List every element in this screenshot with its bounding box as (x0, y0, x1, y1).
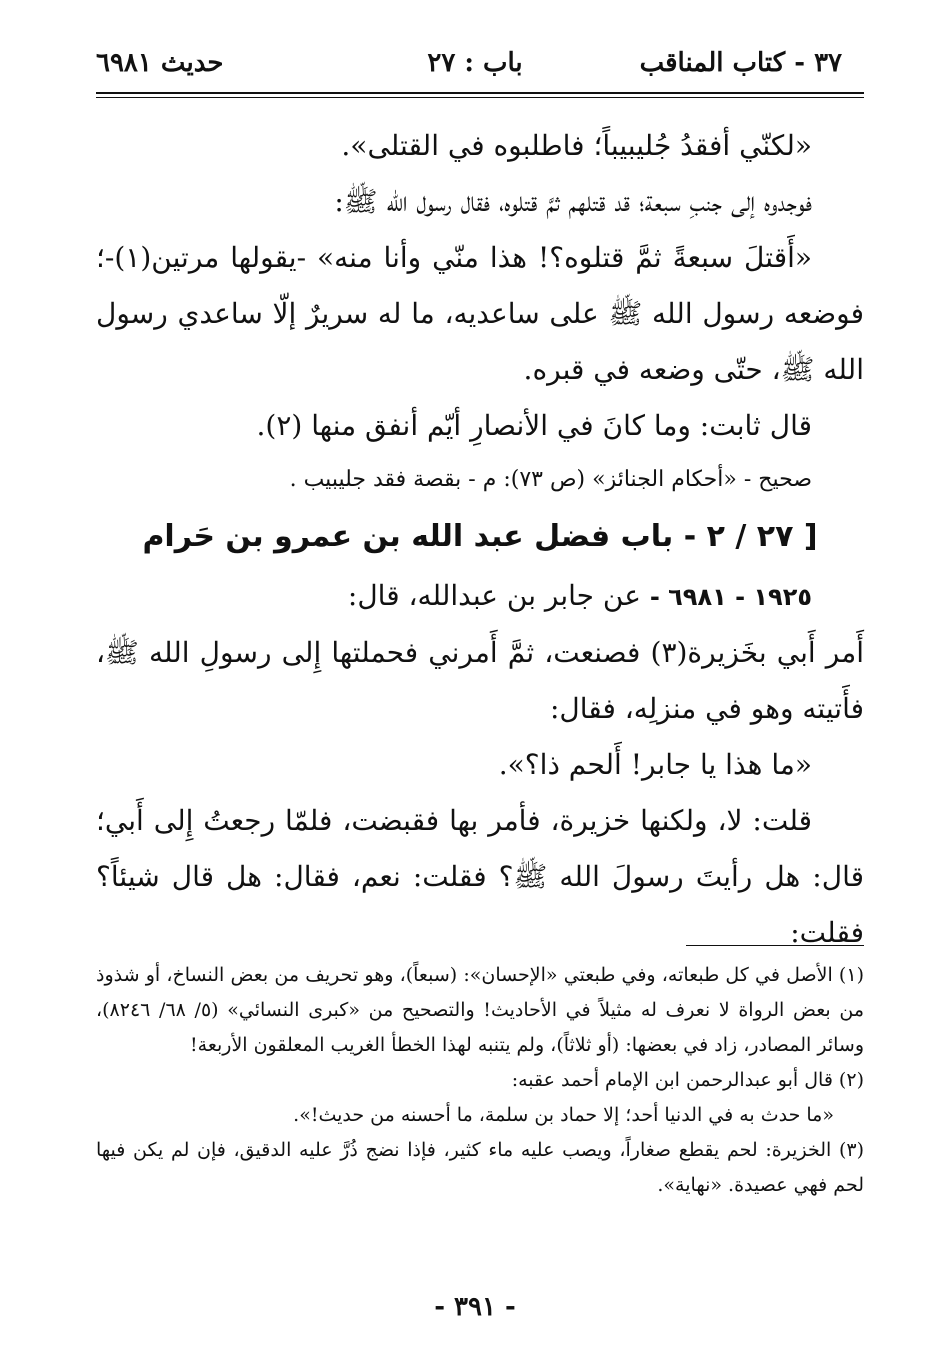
hadith-number: ١٩٢٥ - ٦٩٨١ - (649, 583, 812, 611)
book-number: ٣٧ - (794, 48, 842, 78)
footnote: «ما حدث به في الدنيا أحد؛ إلا حماد بن سلمة، ما أحسنه من حديث!». (293, 1104, 834, 1126)
footnote: (٣) الخزيرة: لحم يقطع صغاراً، ويصب عليه ماء كثير، فإذا نضج ذُرَّ عليه الدقيق، فإن لم يكن فيها لحم فهي عصيدة. «نهاية». (96, 1139, 864, 1196)
text-line: قال ثابت: وما كانَ في الأنصارِ أيّم أنفق منها (٢). (256, 409, 812, 442)
hadith-intro-line (96, 568, 864, 625)
chapter-heading: [ ٢٧ / ٢ - باب فضل عبد الله بن عمرو بن حَرام (142, 519, 818, 554)
page-number: - ٣٩١ - (434, 1292, 516, 1322)
hadith-line: أَمر أَبي بخَزيرة(٣) فصنعت، ثمَّ أَمرني فحملتها إِلى رسولِ الله ﷺ، فأَتيته وهو في منزلِه، فقال: (96, 636, 864, 725)
hadith-label: حديث (160, 48, 224, 78)
header-rule-thick (96, 92, 864, 94)
text-line: «لكنّي أفقدُ جُليبيباً؛ فاطلبوه في القتلى». (341, 129, 812, 162)
footnotes (96, 958, 864, 1203)
hadith-line: قلت: لا، ولكنها خزيرة، فأمر بها فقبضت، فلمّا رجعتُ إِلى أَبي؛ قال: هل رأيتَ رسولَ الله ﷺ؟ فقلت: نعم، فقال: هل قال شيئاً؟ فقلت: (96, 804, 864, 949)
text-line: فوجدوه إلى جنبِ سبعة؛ قد قتلهم ثمَّ قتلوه، فقال رسول الله ﷺ: (334, 185, 812, 218)
running-header-hadith (96, 48, 245, 88)
footnote-separator (686, 945, 864, 946)
book-title: كتاب المناقب (639, 48, 786, 78)
main-text (96, 118, 864, 961)
hadith-number-header: ٦٩٨١ (96, 48, 152, 78)
hadith-intro: عن جابر بن عبدالله، قال: (347, 579, 641, 612)
text-line: «أَقتلَ سبعةً ثمَّ قتلوه؟! هذا منّي وأنا منه» -يقولها مرتين(١)-؛ فوضعه رسول الله ﷺ على ساعديه، ما له سريرٌ إلّا ساعدي رسول الله ﷺ، حتّى وضعه في قبره. (96, 241, 864, 386)
hadith-line: «ما هذا يا جابر! أَلحم ذا؟». (498, 748, 812, 781)
grading-line: صحيح - «أحكام الجنائز» (ص ٧٣): م - بقصة فقد جليبيب . (289, 467, 812, 492)
running-header-chapter: باب : ٢٧ (427, 48, 523, 78)
footnote: (٢) قال أبو عبدالرحمن ابن الإمام أحمد عقبه: (511, 1069, 864, 1091)
header-rule-thin (96, 97, 864, 98)
footnote: (١) الأصل في كل طبعاته، وفي طبعتي «الإحسان»: (سبعاً)، وهو تحريف من بعض النساخ، أو شذوذ من بعض الرواة لا نعرف له مثيلاً في الأحاديث! والتصحيح من «كبرى النسائي» (٥/ ٦٨/ ٨٢٤٦)، وسائر المصادر، زاد في بعضها: (أو ثلاثاً)، ولم يتنبه لهذا الخطأ الغريب المعلقون الأربعة! (96, 964, 864, 1056)
